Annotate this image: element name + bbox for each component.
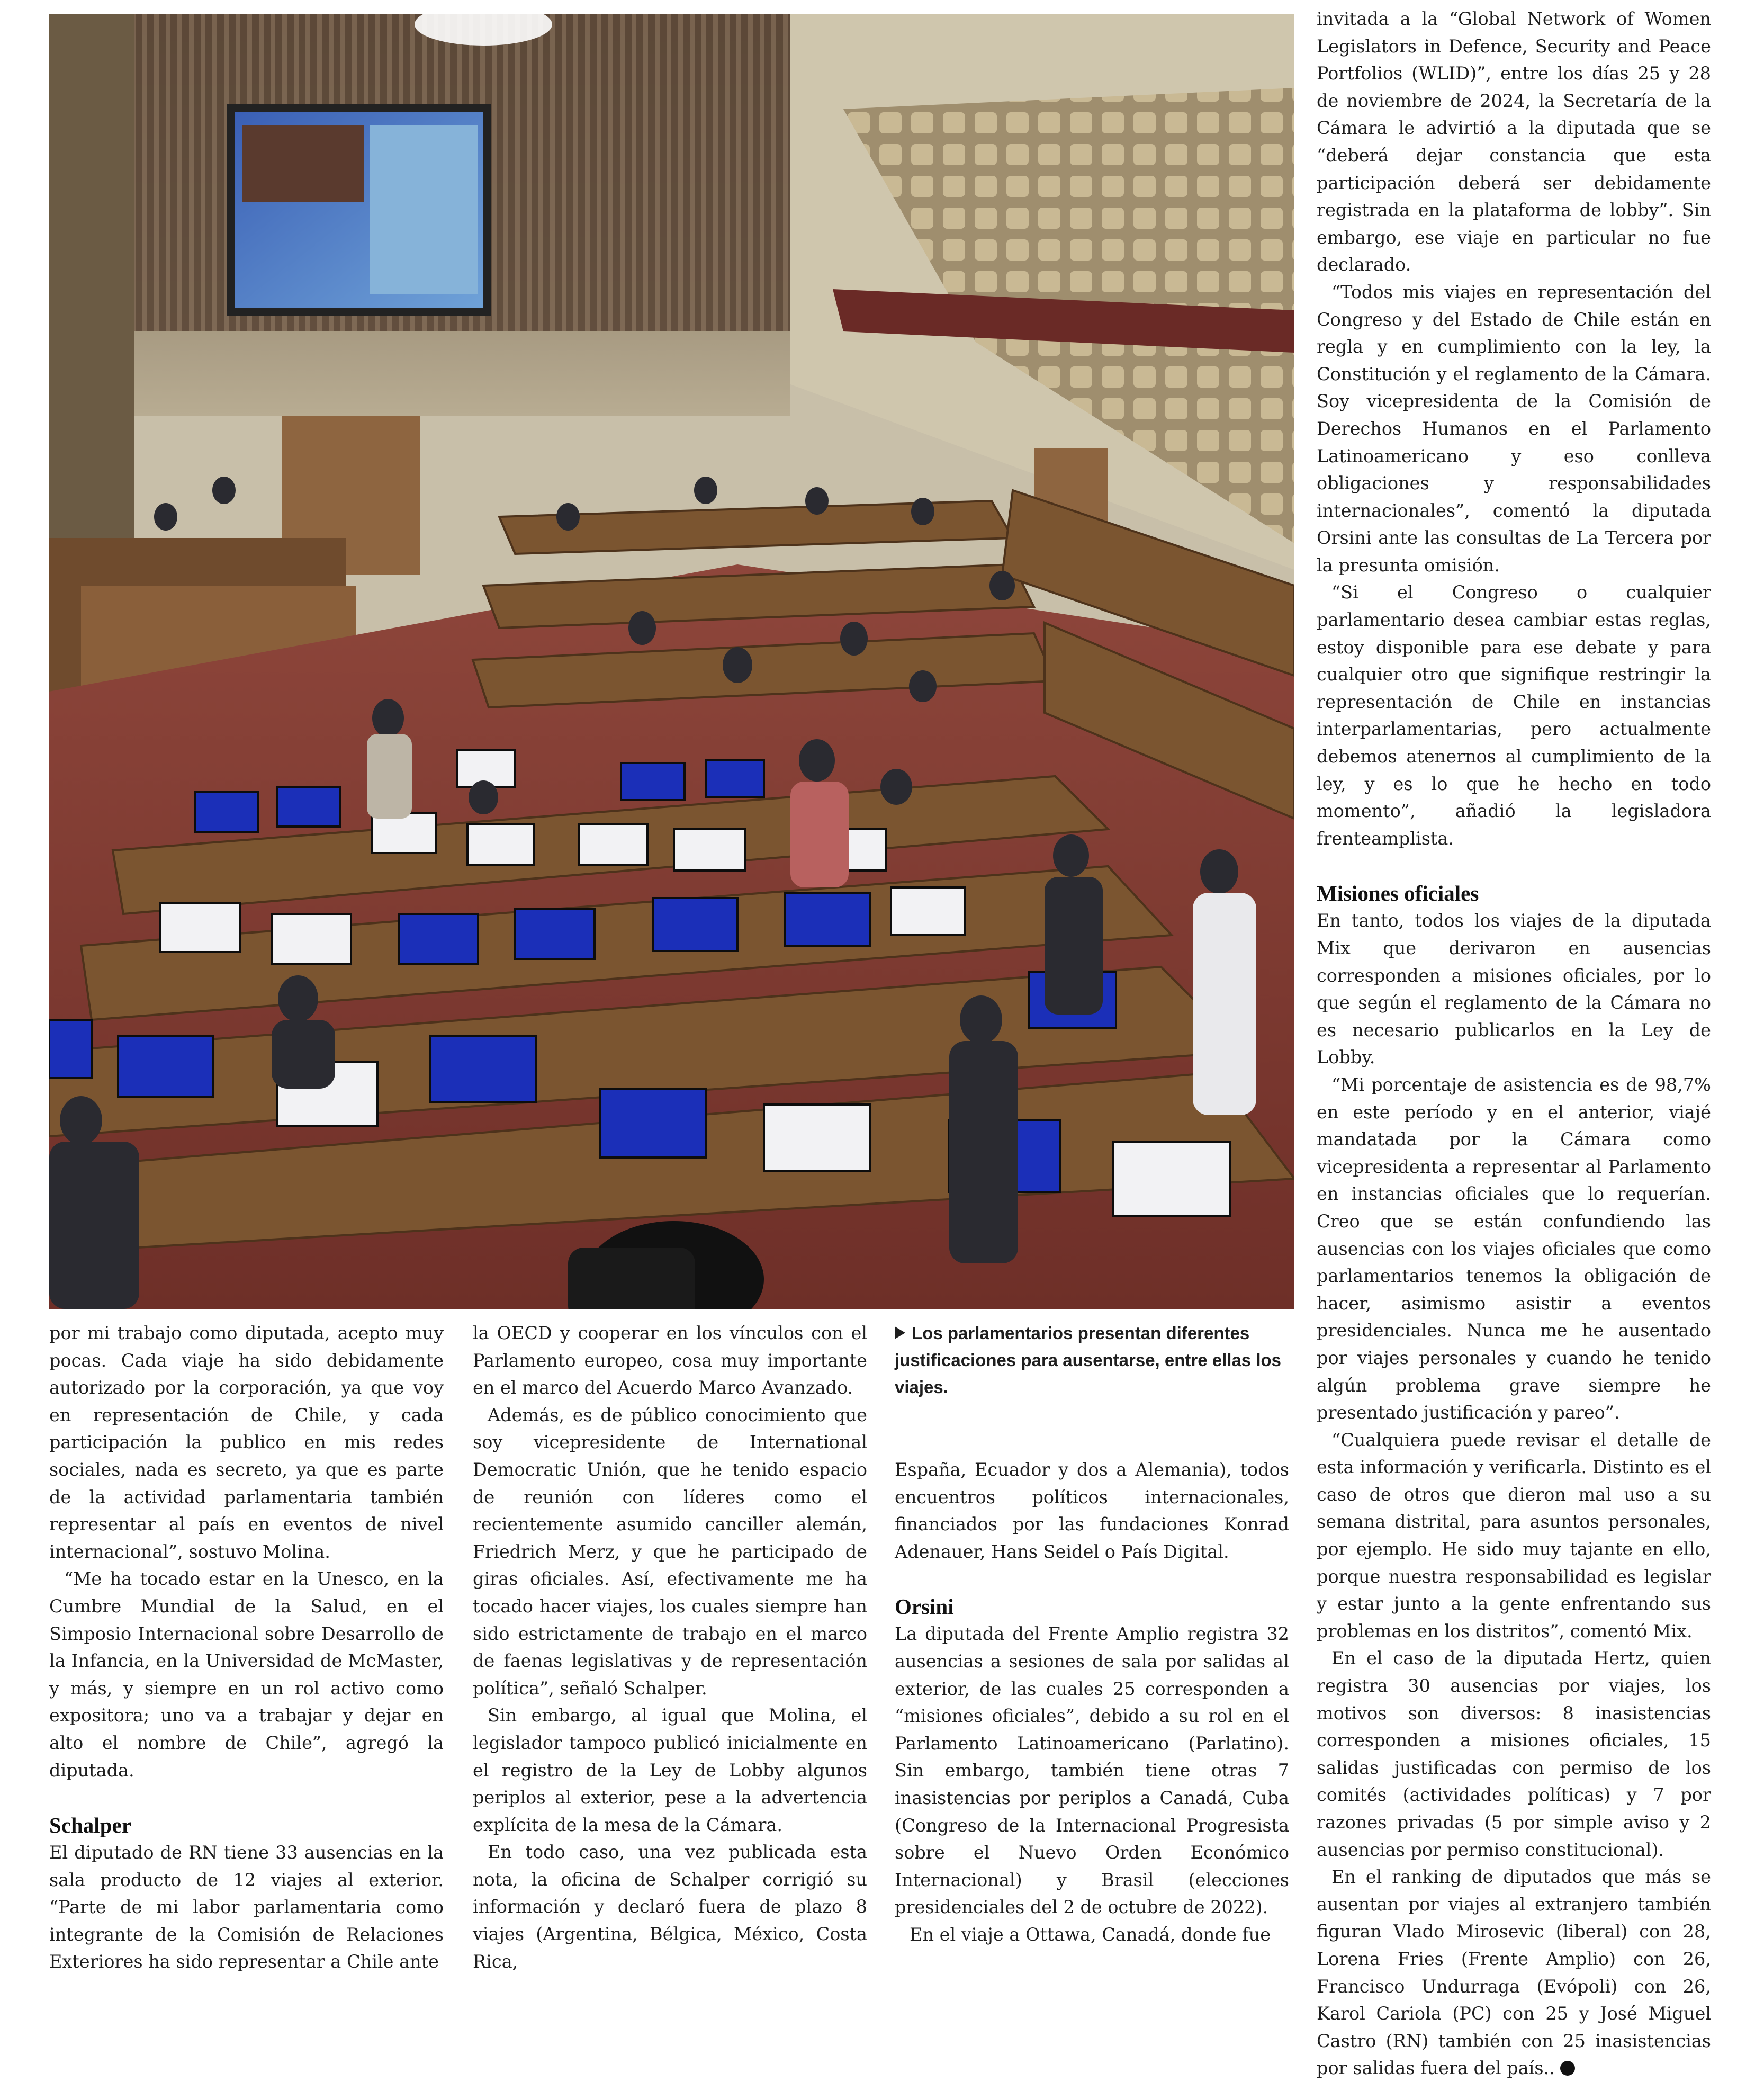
paragraph: “Si el Congreso o cualquier parlamentario desea cambiar estas reglas, estoy disponible para ese debate y para cualquier otro que signifique restringir la representación de Chile en instancias interparlamentarias, pero actualmente debemos atenernos al cumplimiento de la ley, y es lo que he hecho en todo momento”, añadió la legisladora frenteamplista. [1317, 582, 1711, 849]
end-of-article-dot-icon [1560, 2061, 1575, 2076]
article-column-2 [473, 1320, 867, 1975]
article-column-1 [49, 1320, 444, 1976]
paragraph: invitada a la “Global Network of Women Legislators in Defence, Security and Peace Portfolios (WLID)”, entre los días 25 y 28 de noviembre de 2024, la Secretaría de la Cámara le advirtió a la diputada que se “deberá dejar constancia que esta participación deberá ser debidamente registrada en la plataforma de lobby”. Sin embargo, ese viaje en particular no fue declarado. [1317, 8, 1711, 275]
section-heading-schalper: Schalper [49, 1813, 131, 1838]
paragraph: por mi trabajo como diputada, acepto muy pocas. Cada viaje ha sido debidamente autorizado por la corporación, ya que voy en representación de Chile, y cada participación la publico en mis redes sociales, nada es secreto, ya que es parte de la actividad parlamentaria también representar al país en eventos de nivel internacional”, sostuvo Molina. [49, 1323, 444, 1562]
paragraph: En el caso de la diputada Hertz, quien registra 30 ausencias por viajes, los motivos son diversos: 8 inasistencias corresponden a misiones oficiales, 15 salidas justificadas con permiso de los comités (actividades políticas) y 7 por razones privadas (5 por simple aviso y 2 ausencias por permiso constitucional). [1317, 1648, 1711, 1860]
paragraph: la OECD y cooperar en los vínculos con el Parlamento europeo, cosa muy importante en el marco del Acuerdo Marco Avanzado. [473, 1323, 867, 1398]
section-heading-orsini: Orsini [895, 1594, 954, 1619]
caption-triangle-icon [895, 1326, 905, 1339]
paragraph: España, Ecuador y dos a Alemania), todos encuentros políticos internacionales, financiados por las fundaciones Konrad Adenauer, Hans Seidel o País Digital. [895, 1459, 1289, 1562]
paragraph: “Mi porcentaje de asistencia es de 98,7% en este período y en el anterior, viajé mandatada por la Cámara como vicepresidenta a representar al Parlamento en instancias oficiales que lo requerían. Creo que se están confundiendo las ausencias con los viajes oficiales que como parlamentarios tenemos la obligación de hacer, asimismo asistir a eventos presidenciales. Nunca me he ausentado por viajes personales y cuando he tenido algún problema grave siempre he presentado justificación y pareo”. [1317, 1074, 1711, 1423]
paragraph: Sin embargo, al igual que Molina, el legislador tampoco publicó inicialmente en el registro de la Ley de Lobby algunos periplos al exterior, pese a la advertencia explícita de la mesa de la Cámara. [473, 1705, 867, 1835]
paragraph: El diputado de RN tiene 33 ausencias en la sala producto de 12 viajes al exterior. “Parte de mi labor parlamentaria como integrante de la Comisión de Relaciones Exteriores ha sido representar a Chile ante [49, 1842, 444, 1972]
chamber-photo [49, 14, 1294, 1309]
paragraph: En el viaje a Ottawa, Canadá, donde fue [910, 1924, 1271, 1945]
paragraph: En tanto, todos los viajes de la diputada Mix que derivaron en ausencias corresponden a misiones oficiales, por lo que según el reglamento de la Cámara no es necesario publicarlos en la Ley de Lobby. [1317, 910, 1711, 1068]
section-heading-misiones-oficiales: Misiones oficiales [1317, 881, 1479, 906]
paragraph: “Todos mis viajes en representación del Congreso y del Estado de Chile están en regla y en cumplimiento con la ley, la Constitución y el reglamento de la Cámara. Soy vicepresidenta de la Comisión de Derechos Humanos en el Parlamento Latinoamericano y eso conlleva obligaciones y responsabilidades internacionales”, comentó la diputada Orsini ante las consultas de La Tercera por la presunta omisión. [1317, 281, 1711, 576]
paragraph: La diputada del Frente Amplio registra 32 ausencias a sesiones de sala por salidas al exterior, de las cuales 25 corresponden a “misiones oficiales”, debido a su rol en el Parlamento Latinoamericano (Parlatino). Sin embargo, también tiene otras 7 inasistencias por periplos a Canadá, Cuba (Congreso de la Internacional Progresista sobre el Nuevo Orden Económico Internacional) y Brasil (elecciones presidenciales del 2 de octubre de 2022). [895, 1623, 1289, 1918]
caption-text: Los parlamentarios presentan diferentes justificaciones para ausentarse, entre ellas los viajes. [895, 1323, 1281, 1397]
photo-caption [895, 1320, 1289, 1401]
paragraph: Además, es de público conocimiento que soy vicepresidente de International Democratic Unión, que he tenido espacio de reunión con líderes como el recientemente asumido canciller alemán, Friedrich Merz, y que he participado de giras oficiales. Así, efectivamente me ha tocado hacer viajes, los cuales siempre han sido estrictamente de trabajo en el marco de faenas legislativas y de representación política”, señaló Schalper. [473, 1404, 867, 1699]
paragraph: En todo caso, una vez publicada esta nota, la oficina de Schalper corrigió su información y declaró fuera de plazo 8 viajes (Argentina, Bélgica, México, Costa Rica, [473, 1842, 867, 1972]
article-column-4 [1317, 5, 1711, 2082]
paragraph: “Me ha tocado estar en la Unesco, en la Cumbre Mundial de la Salud, en el Simposio Internacional sobre Desarrollo de la Infancia, en la Universidad de McMaster, y más, y siempre en un rol activo como expositora; uno va a trabajar y dejar en alto el nombre de Chile”, agregó la diputada. [49, 1568, 444, 1781]
paragraph: En el ranking de diputados que más se ausentan por viajes al extranjero también figuran Vlado Mirosevic (liberal) con 28, Lorena Fries (Frente Amplio) con 26, Francisco Undurraga (Evópoli) con 26, Karol Cariola (PC) con 25 y José Miguel Castro (RN) también con 25 inasistencias por salidas fuera del país.. [1317, 1866, 1711, 2079]
article-column-3 [895, 1456, 1289, 1949]
paragraph: “Cualquiera puede revisar el detalle de esta información y verificarla. Distinto es el caso de otros que dieron mal uso a su semana distrital, para asuntos personales, por ejemplo. He sido muy tajante en ello, porque nuestra responsabilidad es legislar y estar junto a la gente enfrentando sus problemas en los distritos”, comentó Mix. [1317, 1429, 1711, 1641]
